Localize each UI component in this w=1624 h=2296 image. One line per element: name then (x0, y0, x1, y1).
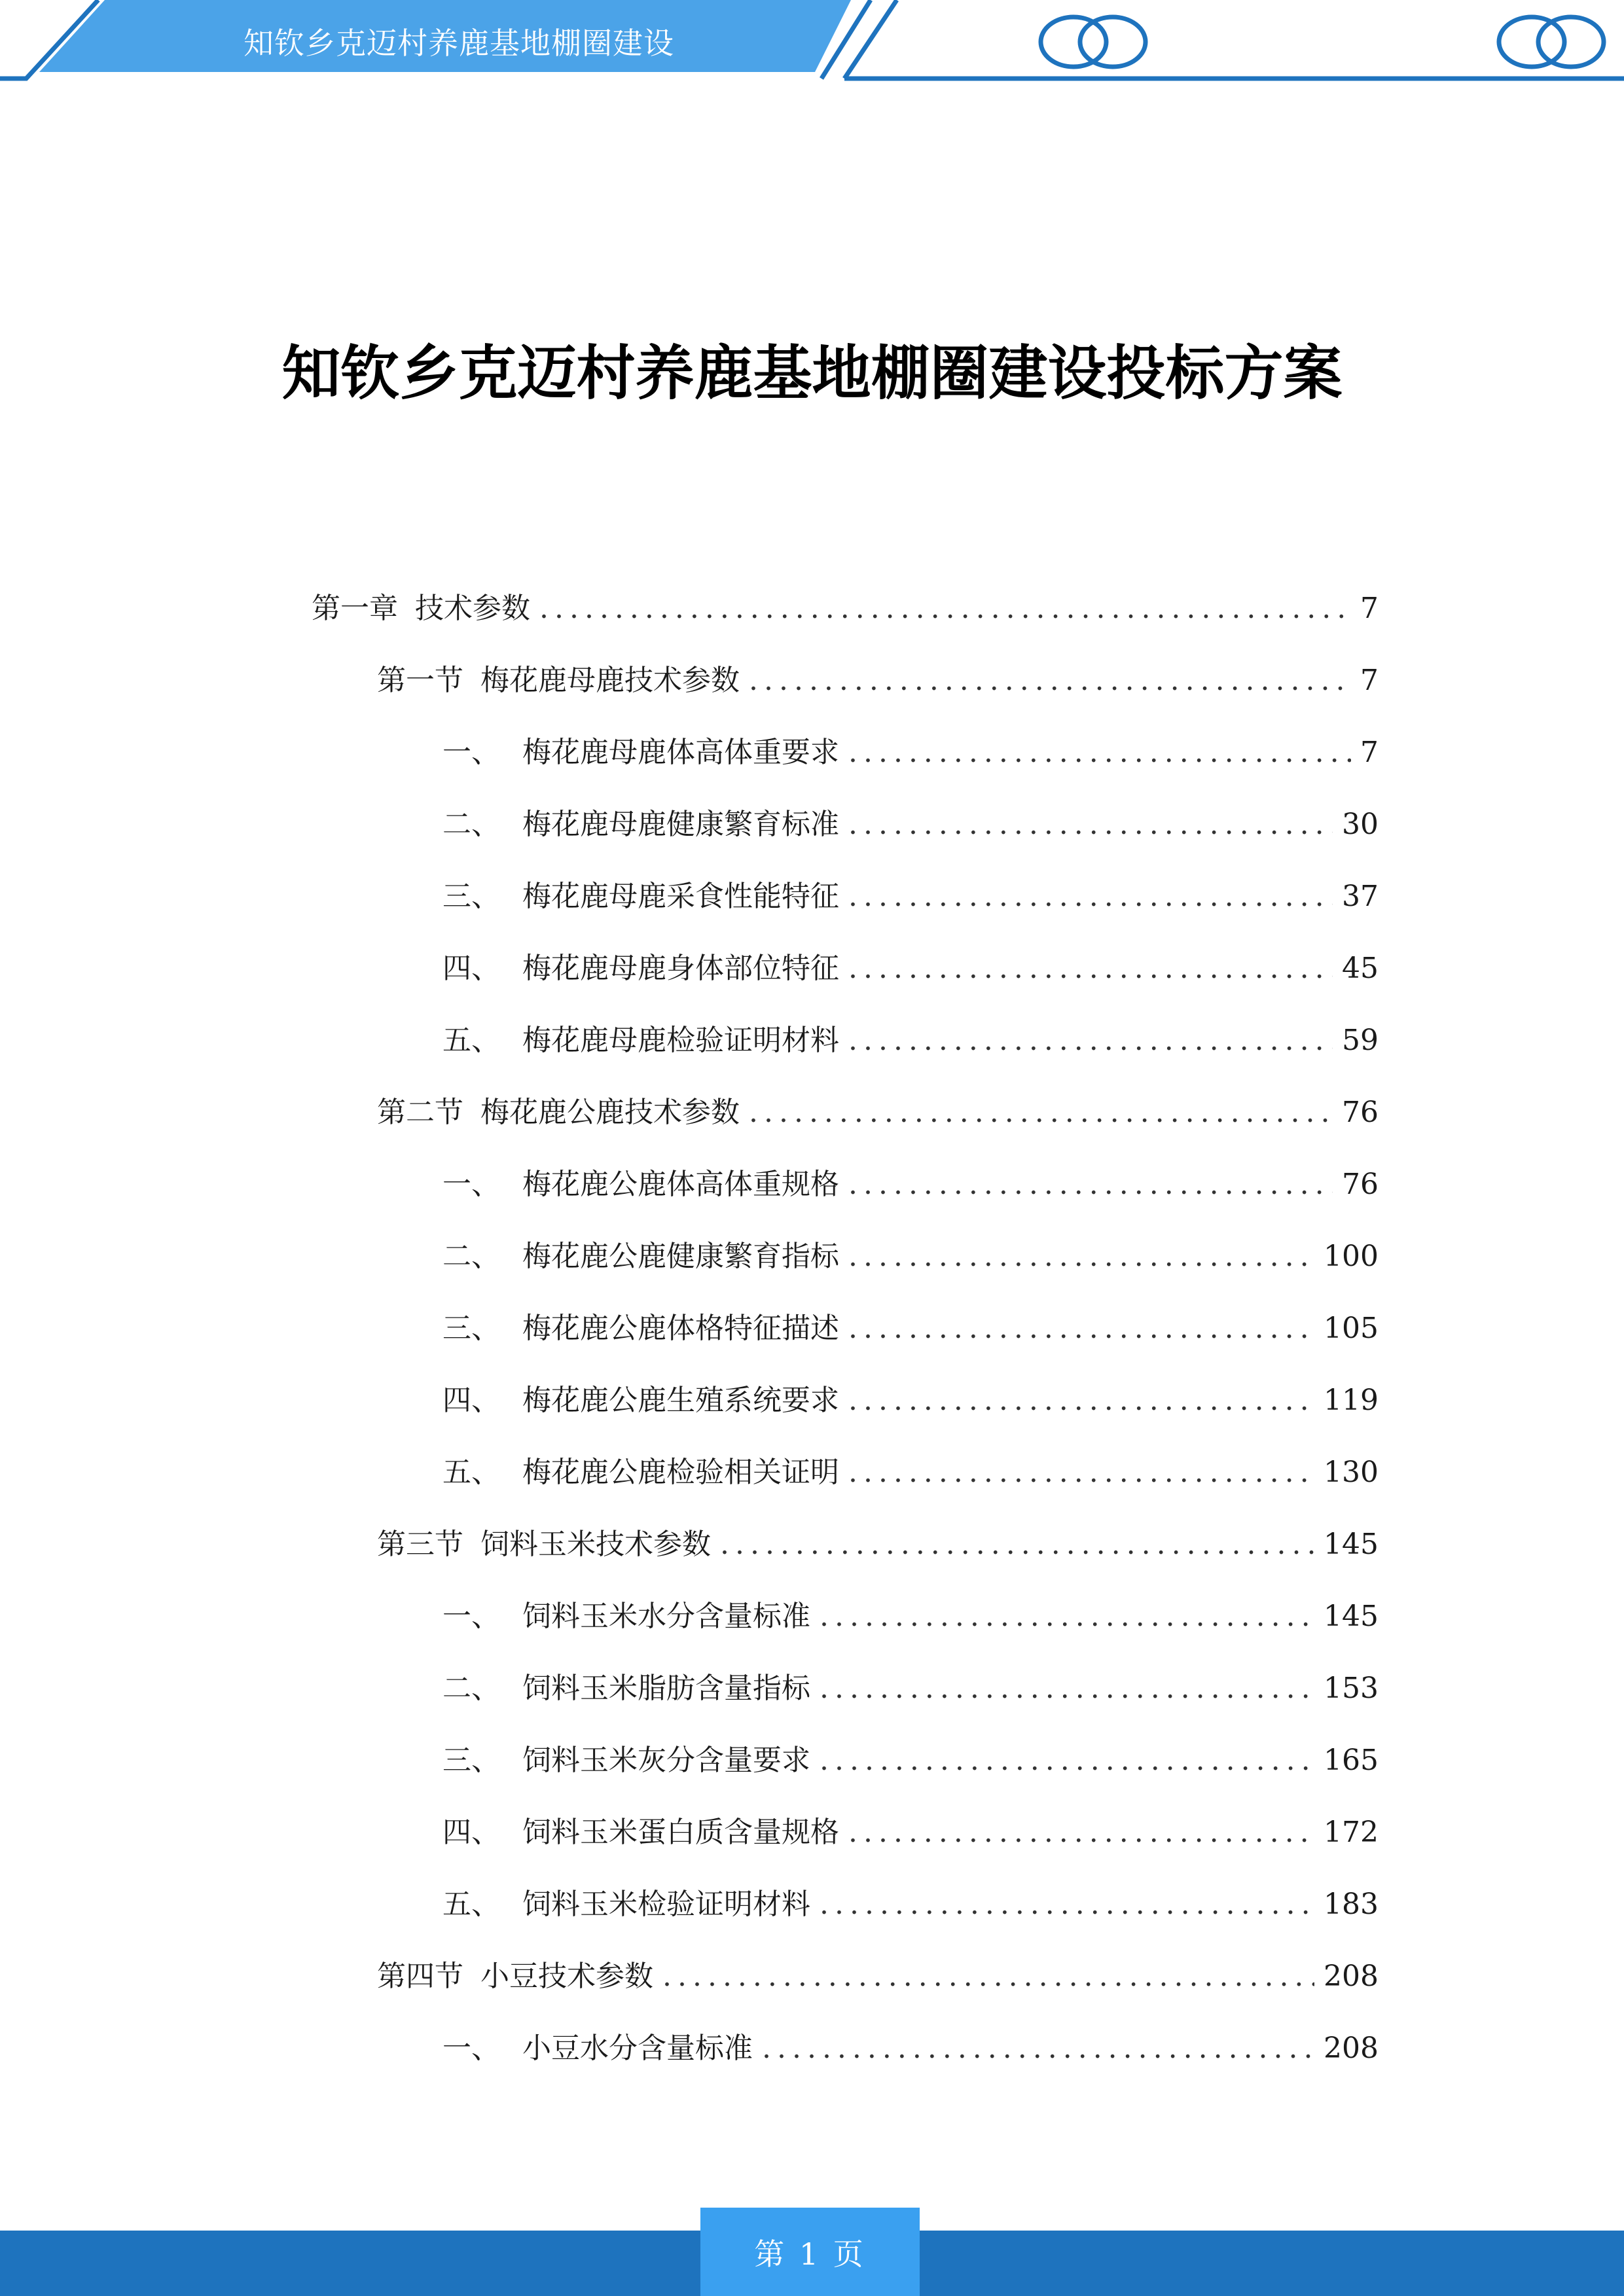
toc-page: 153 (1324, 1672, 1379, 1705)
toc-number: 二、 (442, 808, 500, 841)
toc-entry[interactable] (442, 1230, 1379, 1276)
toc-entry[interactable] (442, 1374, 1379, 1420)
toc-page: 145 (1324, 1600, 1379, 1633)
rings-icon (1499, 17, 1604, 67)
toc-number: 第二节 (377, 1096, 463, 1129)
toc-page: 208 (1324, 1960, 1379, 1993)
toc-leader (749, 661, 1351, 700)
document-title: 知钦乡克迈村养鹿基地棚圈建设投标方案 (281, 338, 1343, 408)
toc-leader (848, 733, 1351, 772)
toc-page: 76 (1342, 1168, 1379, 1201)
toc-page: 165 (1324, 1744, 1379, 1777)
toc-page: 100 (1324, 1240, 1379, 1273)
toc-entry[interactable] (442, 870, 1379, 916)
header-title: 知钦乡克迈村养鹿基地棚圈建设 (244, 26, 674, 61)
toc-leader (848, 1381, 1314, 1420)
toc-number: 第三节 (377, 1528, 463, 1561)
toc-label: 梅花鹿母鹿身体部位特征 (522, 952, 839, 985)
toc-page: 105 (1324, 1312, 1379, 1345)
toc-leader (820, 1669, 1314, 1708)
toc-leader (848, 1453, 1314, 1492)
toc-leader (820, 1885, 1314, 1924)
toc-label: 饲料玉米技术参数 (480, 1528, 711, 1561)
toc-entry[interactable] (377, 1518, 1379, 1564)
toc-leader (539, 589, 1351, 628)
toc-entry[interactable] (442, 1302, 1379, 1348)
toc-label: 梅花鹿公鹿体格特征描述 (522, 1312, 839, 1345)
toc-label: 小豆技术参数 (480, 1960, 653, 1993)
toc-number: 五、 (442, 1456, 500, 1489)
toc-number: 四、 (442, 952, 500, 985)
toc-leader (848, 1165, 1333, 1204)
toc-entry[interactable] (377, 655, 1379, 700)
toc-leader (820, 1741, 1314, 1780)
toc-label: 梅花鹿公鹿生殖系统要求 (522, 1384, 839, 1417)
toc-page: 119 (1324, 1384, 1379, 1417)
toc-label: 梅花鹿母鹿健康繁育标准 (522, 808, 839, 841)
toc-leader (848, 1021, 1333, 1060)
toc-number: 第四节 (377, 1960, 463, 1993)
toc-leader (848, 805, 1333, 844)
toc-page: 183 (1324, 1888, 1379, 1921)
toc-leader (820, 1597, 1314, 1636)
toc-entry[interactable] (377, 1086, 1379, 1132)
toc-page: 172 (1324, 1816, 1379, 1849)
toc-page: 7 (1360, 664, 1379, 697)
toc-entry[interactable] (312, 583, 1379, 628)
toc-number: 一、 (442, 736, 500, 769)
toc-entry[interactable] (442, 798, 1379, 844)
toc-label: 梅花鹿公鹿技术参数 (480, 1096, 740, 1129)
toc-label: 梅花鹿母鹿采食性能特征 (522, 880, 839, 913)
toc-page: 208 (1324, 2032, 1379, 2065)
toc-number: 四、 (442, 1384, 500, 1417)
page-header (0, 0, 1624, 92)
toc-number: 五、 (442, 1024, 500, 1057)
toc-label: 梅花鹿公鹿检验相关证明 (522, 1456, 839, 1489)
toc-entry[interactable] (442, 726, 1379, 772)
toc-label: 梅花鹿公鹿体高体重规格 (522, 1168, 839, 1201)
header-stripe-2 (844, 0, 897, 79)
toc-page: 37 (1342, 880, 1379, 913)
rings-icon (1041, 17, 1146, 67)
toc-label: 技术参数 (415, 592, 530, 625)
toc-number: 三、 (442, 1744, 500, 1777)
toc-number: 第一章 (312, 592, 398, 625)
toc-label: 梅花鹿母鹿体高体重要求 (522, 736, 839, 769)
toc-number: 一、 (442, 1168, 500, 1201)
toc-page: 45 (1342, 952, 1379, 985)
toc-entry[interactable] (442, 1734, 1379, 1780)
toc-leader (848, 877, 1333, 916)
toc-number: 二、 (442, 1240, 500, 1273)
toc-entry[interactable] (442, 1662, 1379, 1708)
toc-label: 饲料玉米灰分含量要求 (522, 1744, 810, 1777)
toc-label: 饲料玉米蛋白质含量规格 (522, 1816, 839, 1849)
toc-page: 59 (1342, 1024, 1379, 1057)
toc-label: 饲料玉米检验证明材料 (522, 1888, 810, 1921)
toc-page: 7 (1360, 736, 1379, 769)
toc-entry[interactable] (442, 1446, 1379, 1492)
toc-number: 三、 (442, 880, 500, 913)
toc-number: 五、 (442, 1888, 500, 1921)
toc-label: 梅花鹿公鹿健康繁育指标 (522, 1240, 839, 1273)
toc-leader (848, 1309, 1314, 1348)
toc-label: 小豆水分含量标准 (522, 2032, 753, 2065)
toc-leader (662, 1957, 1314, 1996)
page-number-tab (700, 2208, 920, 2296)
toc-number: 一、 (442, 1600, 500, 1633)
toc-entry[interactable] (442, 942, 1379, 988)
toc-page: 76 (1342, 1096, 1379, 1129)
toc-leader (720, 1525, 1314, 1564)
toc-leader (848, 1813, 1314, 1852)
toc-number: 二、 (442, 1672, 500, 1705)
toc-number: 一、 (442, 2032, 500, 2065)
page-number: 第 1 页 (754, 2236, 866, 2272)
toc-entry[interactable] (377, 1950, 1379, 1996)
toc-entry[interactable] (442, 1158, 1379, 1204)
toc-label: 梅花鹿母鹿技术参数 (480, 664, 740, 697)
toc-page: 30 (1342, 808, 1379, 841)
toc-entry[interactable] (442, 1014, 1379, 1060)
toc-entry[interactable] (442, 1806, 1379, 1852)
toc-leader (762, 2029, 1314, 2068)
toc-entry[interactable] (442, 1878, 1379, 1924)
toc-leader (848, 1237, 1314, 1276)
toc-leader (749, 1093, 1333, 1132)
toc-label: 饲料玉米水分含量标准 (522, 1600, 810, 1633)
toc-label: 梅花鹿母鹿检验证明材料 (522, 1024, 839, 1057)
toc-number: 四、 (442, 1816, 500, 1849)
toc-entry[interactable] (442, 2022, 1379, 2068)
toc-page: 7 (1360, 592, 1379, 625)
toc-leader (848, 949, 1333, 988)
toc-label: 饲料玉米脂肪含量指标 (522, 1672, 810, 1705)
toc-page: 145 (1324, 1528, 1379, 1561)
toc-entry[interactable] (442, 1590, 1379, 1636)
toc-number: 三、 (442, 1312, 500, 1345)
toc-number: 第一节 (377, 664, 463, 697)
toc-page: 130 (1324, 1456, 1379, 1489)
